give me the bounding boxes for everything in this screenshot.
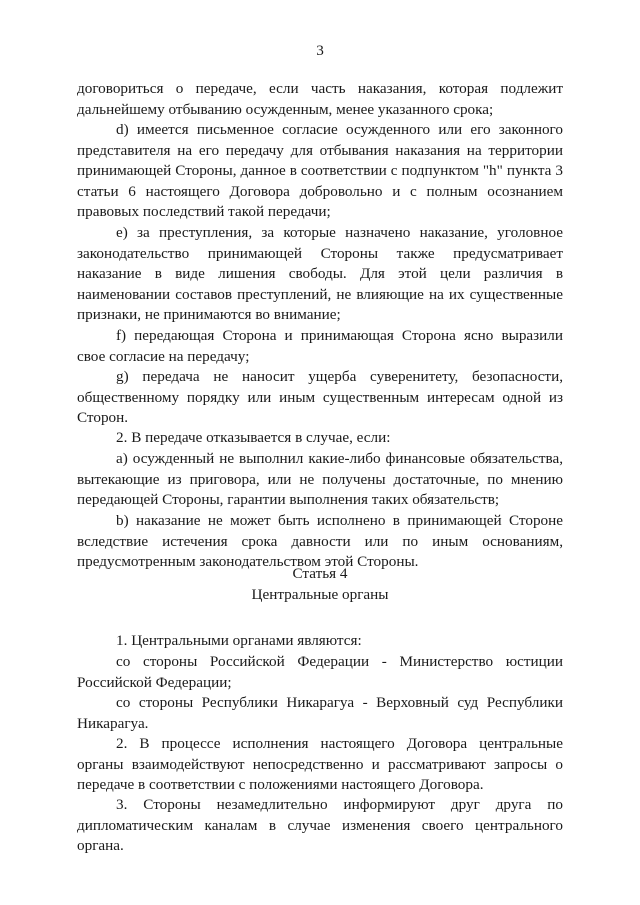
article-number-heading: Статья 4 <box>292 565 348 582</box>
paragraph-item-f: f) передающая Сторона и принимающая Сторона ясно выразили свое согласие на передачу; <box>77 327 563 365</box>
paragraph-item-a: а) осужденный не выполнил какие-либо финансовые обязательства, вытекающие из приговора, или не получены достаточные, по мнению передающей Стороны, гарантии выполнения таких обязательств; <box>77 450 563 508</box>
paragraph-article4-clause-1: 1. Центральными органами являются: <box>116 632 362 649</box>
paragraph-item-d: d) имеется письменное согласие осужденного или его законного представителя на его передачу для отбывания наказания на территории принимающей Стороны, данное в соответствии с подпунктом "h" пункта 3 статьи 6 настоящего Договора добровольно и с полным осознанием правовых последствий такой передачи; <box>77 121 563 220</box>
page-number: 3 <box>316 42 324 59</box>
paragraph-clause-2: 2. В передаче отказывается в случае, если: <box>116 429 391 446</box>
paragraph-item-b: b) наказание не может быть исполнено в принимающей Стороне вследствие истечения срока давности или по иным основаниям, предусмотренным законодательством этой Стороны. <box>77 512 563 570</box>
paragraph-nicaragua-central-organ: со стороны Республики Никарагуа - Верховный суд Республики Никарагуа. <box>77 694 563 732</box>
article-title-heading: Центральные органы <box>251 586 389 603</box>
paragraph-article4-clause-3: 3. Стороны незамедлительно информируют друг друга по дипломатическим каналам в случае изменения своего центрального органа. <box>77 796 563 854</box>
paragraph-russian-central-organ: со стороны Российской Федерации - Министерство юстиции Российской Федерации; <box>77 653 563 691</box>
paragraph-continuation: договориться о передаче, если часть наказания, которая подлежит дальнейшему отбыванию осужденным, менее указанного срока; <box>77 80 563 118</box>
paragraph-item-e: е) за преступления, за которые назначено наказание, уголовное законодательство принимающей Стороны также предусматривает наказание в виде лишения свободы. Для этой цели различия в наименовании составов преступлений, не влияющие на их существенные признаки, не принимаются во внимание; <box>77 224 563 323</box>
paragraph-article4-clause-2: 2. В процессе исполнения настоящего Договора центральные органы взаимодействуют непосредственно и рассматривают запросы о передаче в соответствии с положениями настоящего Договора. <box>77 735 563 793</box>
paragraph-item-g: g) передача не наносит ущерба суверенитету, безопасности, общественному порядку или иным существенным интересам одной из Сторон. <box>77 368 563 426</box>
